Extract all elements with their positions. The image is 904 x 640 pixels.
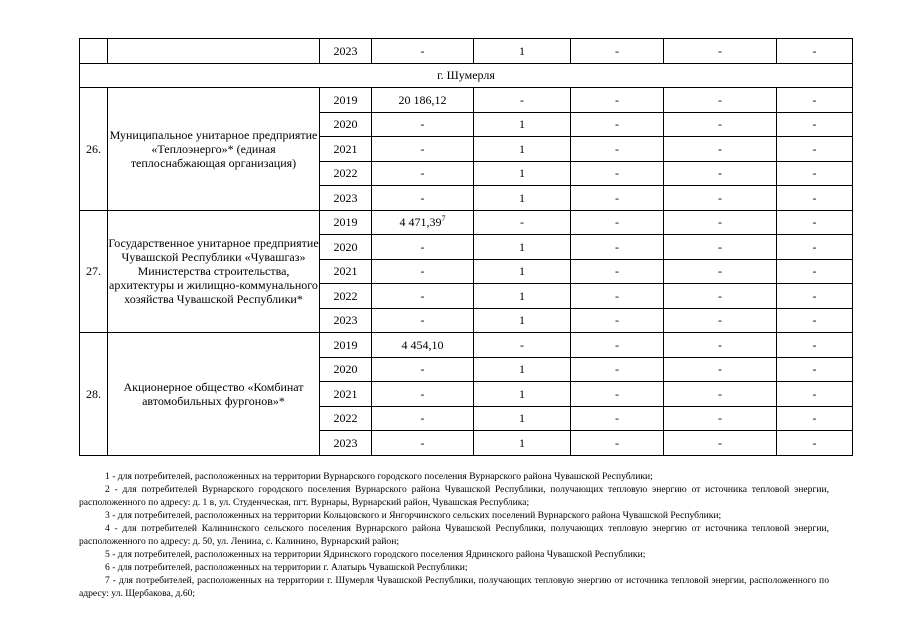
value-cell: - <box>474 333 571 358</box>
value-cell: - <box>777 210 853 235</box>
value-cell: - <box>571 210 664 235</box>
value-cell <box>372 431 474 456</box>
value-cell: 1 <box>474 259 571 284</box>
value-cell: - <box>777 39 853 64</box>
value-cell: 1 <box>474 186 571 211</box>
value-cell: 1 <box>474 161 571 186</box>
value-cell: - <box>664 308 777 333</box>
year-cell: 2019 <box>320 210 372 235</box>
footnote: 4 - для потребителей Калининского сельского поселения Вурнарского района Чувашской Республики, получающих тепловую энергию от источника тепловой энергии, расположенного по адресу: д. 50, ул. Ленина, с. Калинино, Вурнарский район; <box>79 523 829 547</box>
value-cell: - <box>571 137 664 162</box>
value-cell: - <box>664 333 777 358</box>
value-cell: - <box>372 39 474 64</box>
value-cell: - <box>777 333 853 358</box>
value-text: - <box>420 141 425 156</box>
enterprise-name: Акционерное общество «Комбинат автомобильных фургонов»* <box>108 333 320 456</box>
value-cell: - <box>777 284 853 309</box>
year-cell: 2022 <box>320 406 372 431</box>
value-cell: - <box>571 333 664 358</box>
value-cell: - <box>571 284 664 309</box>
tariff-table <box>79 38 853 456</box>
value-cell: - <box>664 235 777 260</box>
enterprise-name: Муниципальное унитарное предприятие «Теплоэнерго»* (единая теплоснабжающая организация) <box>108 88 320 211</box>
enterprise-number: 26. <box>80 88 108 211</box>
value-cell <box>372 382 474 407</box>
value-cell <box>372 357 474 382</box>
value-cell: - <box>571 431 664 456</box>
year-cell: 2023 <box>320 308 372 333</box>
year-cell: 2023 <box>320 39 372 64</box>
footnote: 1 - для потребителей, расположенных на территории Вурнарского городского поселения Вурнарского района Чувашской Республики; <box>105 471 653 482</box>
value-cell <box>372 284 474 309</box>
footnote: 6 - для потребителей, расположенных на территории г. Алатырь Чувашской Республики; <box>105 562 468 573</box>
year-cell: 2022 <box>320 161 372 186</box>
value-cell <box>372 210 474 235</box>
value-cell: 1 <box>474 284 571 309</box>
enterprise-number: 27. <box>80 210 108 333</box>
value-text: - <box>420 435 425 450</box>
value-cell: - <box>571 406 664 431</box>
value-cell: 1 <box>474 137 571 162</box>
year-cell: 2020 <box>320 357 372 382</box>
value-cell: - <box>664 161 777 186</box>
footnotes <box>79 470 829 600</box>
value-text: 20 186,12 <box>398 92 447 107</box>
value-cell: - <box>664 39 777 64</box>
value-cell: - <box>777 308 853 333</box>
value-cell: 1 <box>474 382 571 407</box>
value-text: - <box>420 264 425 279</box>
value-cell: - <box>777 259 853 284</box>
value-cell: - <box>777 137 853 162</box>
value-text: - <box>420 386 425 401</box>
value-cell <box>372 137 474 162</box>
value-cell: - <box>777 161 853 186</box>
name-cell <box>108 39 320 64</box>
footnote: 7 - для потребителей, расположенных на территории г. Шумерля Чувашской Республики, получающих тепловую энергию от источника тепловой энергии, расположенного по адресу: ул. Щербакова, д.60; <box>79 575 829 599</box>
value-cell: 1 <box>474 112 571 137</box>
value-cell: - <box>664 137 777 162</box>
value-text: 4 454,10 <box>401 337 444 352</box>
value-cell: 1 <box>474 308 571 333</box>
value-cell: - <box>571 357 664 382</box>
value-cell: - <box>474 88 571 113</box>
value-cell: - <box>571 308 664 333</box>
value-cell: 1 <box>474 39 571 64</box>
year-cell: 2021 <box>320 259 372 284</box>
value-text: - <box>420 190 425 205</box>
number-cell <box>80 39 108 64</box>
table-row <box>80 333 853 358</box>
value-cell: - <box>474 210 571 235</box>
value-cell: 1 <box>474 431 571 456</box>
value-cell: - <box>664 259 777 284</box>
enterprise-name: Государственное унитарное предприятие Чувашской Республики «Чувашгаз» Министерства строительства, архитектуры и жилищно-коммунального хозяйства Чувашской Республики* <box>108 210 320 333</box>
year-cell: 2023 <box>320 186 372 211</box>
value-text: - <box>420 313 425 328</box>
value-cell: 1 <box>474 235 571 260</box>
value-cell: - <box>664 284 777 309</box>
value-cell <box>372 259 474 284</box>
footnote: 2 - для потребителей Вурнарского городского поселения Вурнарского района Чувашской Республики, получающих тепловую энергию от источника тепловой энергии, расположенного по адресу: д. 1 в, ул. Студенческая, пгт. Вурнары, Вурнарский район, Чувашская Республика; <box>79 484 829 508</box>
enterprise-number: 28. <box>80 333 108 456</box>
value-cell <box>372 406 474 431</box>
value-cell: - <box>664 186 777 211</box>
value-cell: - <box>571 88 664 113</box>
value-cell: - <box>571 112 664 137</box>
value-cell <box>372 88 474 113</box>
city-header: г. Шумерля <box>80 63 853 88</box>
value-cell: - <box>777 88 853 113</box>
year-cell: 2019 <box>320 88 372 113</box>
value-text: - <box>420 411 425 426</box>
value-cell: - <box>571 186 664 211</box>
value-cell: - <box>664 88 777 113</box>
value-cell: - <box>777 186 853 211</box>
year-cell: 2021 <box>320 382 372 407</box>
footnote: 5 - для потребителей, расположенных на территории Ядринского городского поселения Ядринского района Чувашской Республики; <box>105 549 646 560</box>
value-cell: - <box>777 382 853 407</box>
value-cell: - <box>571 235 664 260</box>
year-cell: 2023 <box>320 431 372 456</box>
year-cell: 2020 <box>320 112 372 137</box>
value-text: - <box>420 117 425 132</box>
year-cell: 2021 <box>320 137 372 162</box>
footnote-ref: 7 <box>441 214 446 224</box>
value-cell: - <box>571 259 664 284</box>
value-cell: - <box>777 112 853 137</box>
value-cell: - <box>664 112 777 137</box>
value-cell: 1 <box>474 357 571 382</box>
city-header-row <box>80 63 853 88</box>
value-cell <box>372 333 474 358</box>
value-cell <box>372 308 474 333</box>
table-row <box>80 210 853 235</box>
value-text: - <box>420 239 425 254</box>
value-cell <box>372 235 474 260</box>
value-cell: - <box>777 235 853 260</box>
year-cell: 2020 <box>320 235 372 260</box>
value-cell <box>372 161 474 186</box>
value-text: - <box>420 166 425 181</box>
value-cell <box>372 112 474 137</box>
value-cell: - <box>777 357 853 382</box>
value-cell: - <box>571 382 664 407</box>
year-cell: 2019 <box>320 333 372 358</box>
value-cell: - <box>664 357 777 382</box>
value-cell: - <box>571 161 664 186</box>
value-text: 4 471,39 <box>399 215 442 230</box>
year-cell: 2022 <box>320 284 372 309</box>
value-cell: - <box>777 406 853 431</box>
table-row <box>80 88 853 113</box>
value-cell: - <box>664 382 777 407</box>
value-cell: - <box>571 39 664 64</box>
value-cell: 1 <box>474 406 571 431</box>
footnote: 3 - для потребителей, расположенных на территории Кольцовского и Янгорчинского сельских поселений Вурнарского района Чувашской Республики; <box>105 510 722 521</box>
value-cell: - <box>664 406 777 431</box>
value-text: - <box>420 288 425 303</box>
value-cell: - <box>664 210 777 235</box>
table-row <box>80 39 853 64</box>
value-cell: - <box>664 431 777 456</box>
value-text: - <box>420 362 425 377</box>
value-cell <box>372 186 474 211</box>
value-cell: - <box>777 431 853 456</box>
